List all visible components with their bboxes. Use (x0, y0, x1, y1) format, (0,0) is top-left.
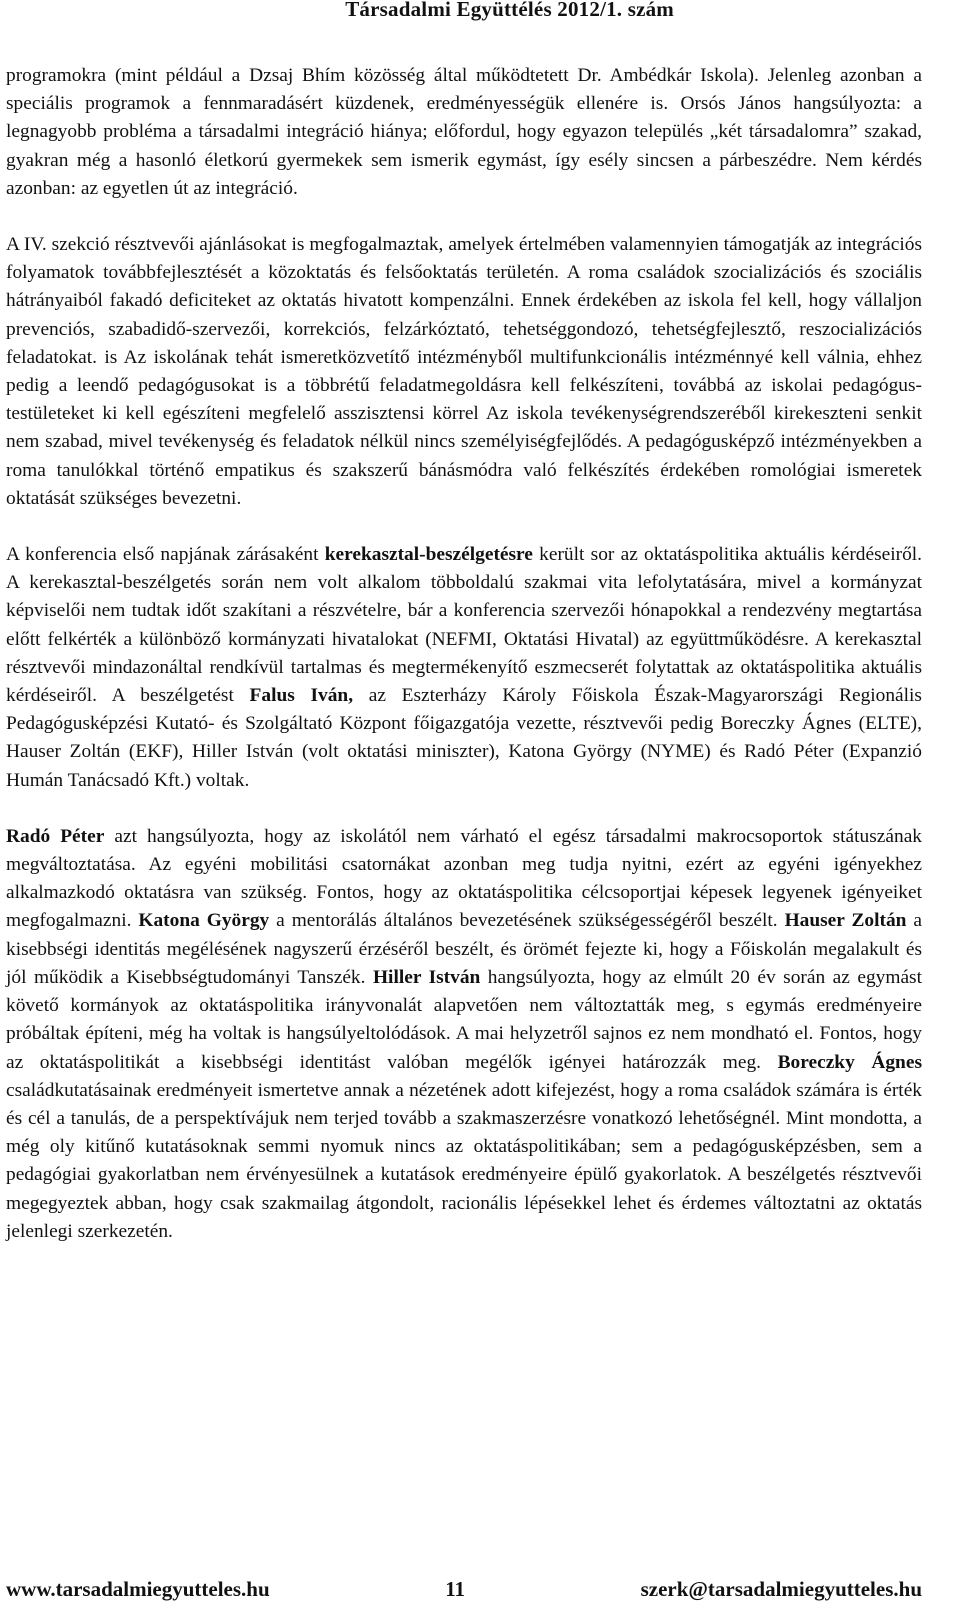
paragraph-1 (6, 62, 922, 203)
page-number: 11 (445, 1577, 466, 1601)
text-segment: családkutatásainak eredményeit ismertetve annak a nézetének adott kifejezést, hogy a roma családok számára is érték és cél a tanulás, de a perspektívájuk nem terjed tovább a szakmaszerzésre vonatkozó lehetőségnél. Mint mondotta, a még oly kitűnő kutatásoknak semmi nyomuk nincs az oktatáspolitikában; sem a pedagógusképzésben, sem a pedagógiai gyakorlatban nem érvényesülnek a kutatások eredményeire épülő gyakorlatok. A beszélgetés résztvevői megegyeztek abban, hogy csak szakmailag átgondolt, racionális lépésekkel lehet és érdemes változtatni az oktatás jelenlegi szerkezetén. (6, 1079, 922, 1242)
text-segment: A konferencia első napjának zárásaként (6, 544, 325, 566)
journal-title: Társadalmi Együttélés 2012/1. szám (345, 0, 674, 21)
footer-email-link[interactable]: szerk@tarsadalmiegyutteles.hu (640, 1577, 922, 1601)
paragraph-4 (6, 823, 922, 1246)
text-segment: került sor az oktatáspolitika aktuális kérdéseiről. A kerekasztal-beszélgetés során nem volt alkalom többoldalú szakmai vita lefolytatására, mivel a kormányzat képviselői nem tudtak időt szakítani a részvételre, bár a konferencia szervezői hónapokkal a rendezvény megtartása előtt felkérték a különböző kormányzati hivatalokat (NEFMI, Oktatási Hivatal) az együttműködésre. A kerekasztal résztvevői mindazonáltal rendkívül tartalmas és megtermékenyítő eszmecserét folytattak az oktatáspolitika aktuális kérdéseiről. A beszélgetést (6, 544, 923, 707)
text-segment: A IV. szekció résztvevői ajánlásokat is megfogalmaztak, amelyek értelmében valamennyien támogatják az integrációs folyamatok továbbfejlesztését a közoktatás és felsőoktatás területén. A roma családok szocializációs és szociális hátrányaiból fakadó deficiteket az oktatás hivatott kompenzálni. Ennek érdekében az iskola fel kell, hogy vállaljon prevenciós, szabadidő-szervezői, korrekciós, felzárkóztató, tehetséggondozó, tehetségfejlesztő, reszocializációs feladatokat. is Az iskolának tehát ismeretközvetítő intézményből multifunkcionális intézménnyé kell válnia, ehhez pedig a leendő pedagógusokat is a többrétű feladatmegoldásra kell felkészíteni, továbbá az iskolai pedagógus-testületeket ki kell egészíteni megfelelő asszisztensi körrel Az iskola tevékenységrendszeréből kirekeszteni senkit nem szabad, mivel tevékenység és feladatok nélkül nincs személyiségfejlődés. A pedagógusképző intézményekben a roma tanulókkal történő empatikus és szakszerű bánásmódra való felkészítés érdekében romológiai ismeretek oktatását szükséges bevezetni. (6, 234, 922, 509)
bold-name: Hauser Zoltán (784, 910, 907, 932)
bold-term: kerekasztal-beszélgetésre (324, 544, 533, 566)
text-segment: programokra (mint például a Dzsaj Bhím közösség által működtetett Dr. Ambédkár Iskola). Jelenleg azonban a speciális programok a fennmaradásért küzdenek, eredményességük ellenére is. Orsós János hangsúlyozta: a legnagyobb probléma a társadalmi integráció hiánya; előfordul, hogy egyazon település „két társadalomra” szakad, gyakran még a hasonló életkorú gyermekek sem ismerik egymást, így esély sincsen a párbeszédre. Nem kérdés azonban: az egyetlen út az integráció. (6, 65, 922, 199)
bold-name: Hiller István (372, 966, 481, 988)
text-segment: a mentorálás általános bevezetésének szükségességéről beszélt. (269, 910, 785, 932)
text-segment: azt hangsúlyozta, hogy az iskolától nem várható el egész társadalmi makrocsoportok státuszának megváltoztatása. Az egyéni mobilitási csatornákat azonban meg tudja nyitni, ezért az egyéni igényekhez alkalmazkodó oktatásra van szükség. Fontos, hogy az oktatáspolitika célcsoportjai képesek legyenek igényeiket megfogalmazni. (6, 825, 922, 932)
page-header (0, 0, 960, 28)
text-segment: hangsúlyozta, hogy az elmúlt 20 év során az egymást követő kormányok az oktatáspolitika irányvonalát alapvetően nem változtatták meg, s egymás eredményeire próbáltak építeni, még ha voltak is hangsúlyeltolódások. A mai helyzetről sajnos ez nem mondható el. Fontos, hogy az oktatáspolitikát a kisebbségi identitást valóban megélők igényei határozzák meg. (6, 966, 922, 1073)
bold-name: Boreczky Ágnes (777, 1051, 922, 1073)
bold-name: Radó Péter (6, 825, 105, 847)
footer-website-link[interactable]: www.tarsadalmiegyutteles.hu (6, 1577, 270, 1601)
paragraph-3 (6, 541, 922, 795)
text-segment: a kisebbségi identitás megélésének nagyszerű érzéséről beszélt, és örömét fejezte ki, hogy a Főiskolán megalakult és jól működik a Kisebbségtudományi Tanszék. (6, 910, 922, 988)
paragraph-2 (6, 231, 922, 513)
article-body (6, 62, 922, 1246)
bold-name: Katona György (138, 910, 270, 932)
page-footer (6, 1577, 922, 1602)
text-segment: az Eszterházy Károly Főiskola Észak-Magyarországi Regionális Pedagógusképzési Kutató- és Szolgáltató Központ főigazgatója vezette, résztvevői pedig Boreczky Ágnes (ELTE), Hauser Zoltán (EKF), Hiller István (volt oktatási miniszter), Katona György (NYME) és Radó Péter (Expanzió Humán Tanácsadó Kft.) voltak. (6, 685, 922, 791)
bold-name: Falus Iván, (249, 685, 354, 707)
